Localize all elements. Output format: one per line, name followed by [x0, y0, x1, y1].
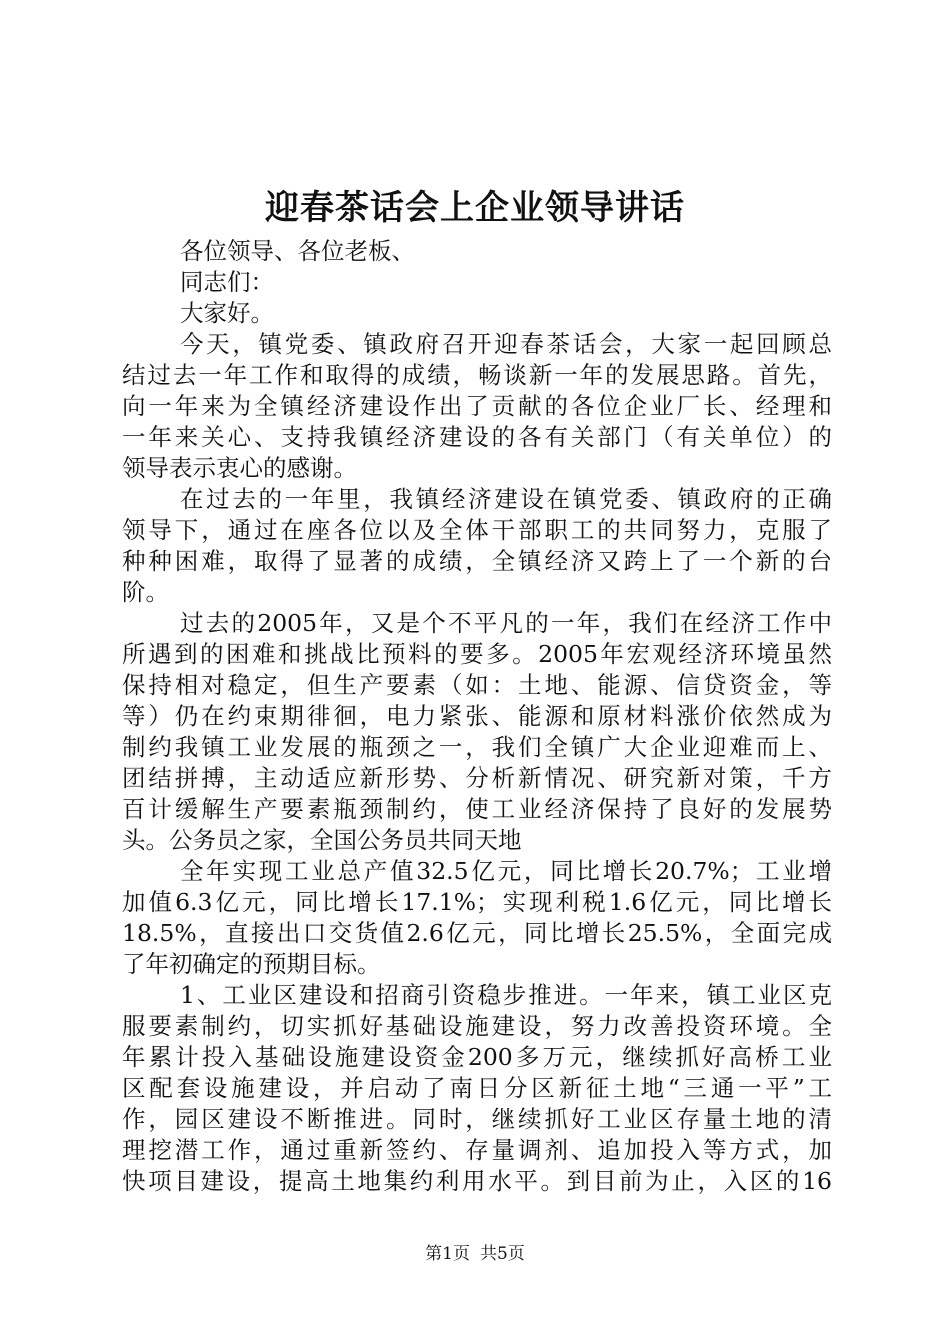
body-line: 一年来关心、支持我镇经济建设的各有关部门（有关单位）的 [122, 423, 832, 451]
body-line: 保持相对稳定，但生产要素（如：土地、能源、信贷资金，等 [122, 671, 832, 699]
body-line: 所遇到的困难和挑战比预料的要多。2005年宏观经济环境虽然 [122, 640, 832, 668]
body-line: 了年初确定的预期目标。 [122, 950, 381, 978]
body-line: 制约我镇工业发展的瓶颈之一，我们全镇广大企业迎难而上、 [122, 733, 832, 761]
body-line: 领导下，通过在座各位以及全体干部职工的共同努力，克服了 [122, 516, 832, 544]
body-line: 团结拼搏，主动适应新形势、分析新情况、研究新对策，千方 [122, 764, 832, 792]
body-line: 阶。 [122, 578, 169, 606]
body-line: 18.5%，直接出口交货值2.6亿元，同比增长25.5%，全面完成 [122, 919, 832, 947]
document-title: 迎春茶话会上企业领导讲话 [265, 188, 685, 228]
body-line: 等）仍在约束期徘徊，电力紧张、能源和原材料涨价依然成为 [122, 702, 832, 730]
page-total: 共5页 [480, 1244, 525, 1264]
body-line: 领导表示衷心的感谢。 [122, 454, 357, 482]
body-line: 区配套设施建设，并启动了南日分区新征土地“三通一平”工 [122, 1074, 832, 1102]
body-line: 在过去的一年里，我镇经济建设在镇党委、镇政府的正确 [180, 485, 832, 513]
body-line: 1、工业区建设和招商引资稳步推进。一年来，镇工业区克 [180, 981, 832, 1009]
body-line: 大家好。 [180, 299, 274, 327]
body-line: 结过去一年工作和取得的成绩，畅谈新一年的发展思路。首先， [122, 361, 832, 389]
body-line: 理挖潜工作，通过重新签约、存量调剂、追加投入等方式，加 [122, 1136, 832, 1164]
body-line: 百计缓解生产要素瓶颈制约，使工业经济保持了良好的发展势 [122, 795, 832, 823]
body-line: 年累计投入基础设施建设资金200多万元，继续抓好高桥工业 [122, 1043, 832, 1071]
body-line: 同志们： [180, 268, 274, 296]
page-footer [0, 1242, 950, 1266]
body-line: 加值6.3亿元，同比增长17.1%；实现利税1.6亿元，同比增长 [122, 888, 832, 916]
body-line: 服要素制约，切实抓好基础设施建设，努力改善投资环境。全 [122, 1012, 832, 1040]
body-line: 头。公务员之家，全国公务员共同天地 [122, 826, 522, 854]
body-line: 快项目建设，提高土地集约利用水平。到目前为止，入区的16 [122, 1167, 832, 1195]
body-line: 今天，镇党委、镇政府召开迎春茶话会，大家一起回顾总 [180, 330, 832, 358]
body-line: 作，园区建设不断推进。同时，继续抓好工业区存量土地的清 [122, 1105, 832, 1133]
body-line: 全年实现工业总产值32.5亿元，同比增长20.7%；工业增 [180, 857, 832, 885]
page-number: 第1页 [425, 1244, 470, 1264]
document-body [122, 236, 832, 1197]
body-line: 种种困难，取得了显著的成绩，全镇经济又跨上了一个新的台 [122, 547, 832, 575]
body-line: 过去的2005年，又是个不平凡的一年，我们在经济工作中 [180, 609, 832, 637]
body-line: 向一年来为全镇经济建设作出了贡献的各位企业厂长、经理和 [122, 392, 832, 420]
body-line: 各位领导、各位老板、 [180, 237, 415, 265]
